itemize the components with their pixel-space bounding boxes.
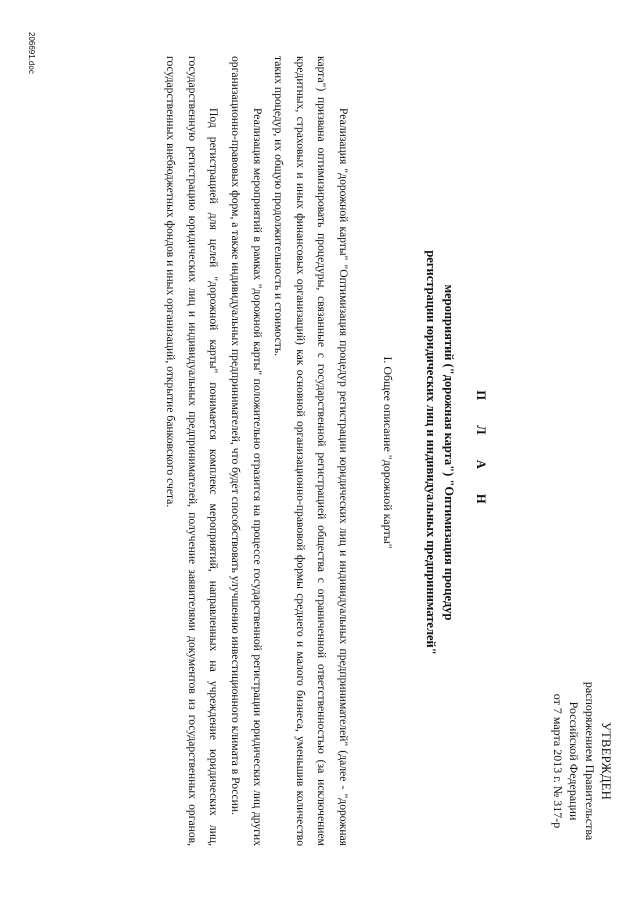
- body-text: [160, 56, 354, 846]
- heading-line-2: регистрации юридических лиц и индивидуальных предпринимателей": [424, 250, 438, 655]
- paragraph: Под регистрацией для целей "дорожной карты" понимается комплекс мероприятий, направленных на учреждение юридических лиц, государственную регистрацию юридических лиц и индивидуальных предпринимателей, получение заявителями документов из государственных органов, государственных внебюджетных фондов и иных организаций, открытие банковского счета.: [164, 56, 221, 846]
- document-heading: [422, 0, 490, 905]
- section-title: I. Общее описание "дорожной карты": [381, 356, 395, 549]
- paragraph: Реализация "дорожной карты" "Оптимизация процедур регистрации юридических лиц и индивидуальных предпринимателей" (далее - "дорожная карта") призвана оптимизировать процедуры, связанные с государственной регистрацией общества с ограниченной ответственностью (за исключением кредитных, страховых и иных финансовых организаций) как основной организационно-правовой формы среднего и малого бизнеса, уменьшив количество таких процедур, их общую продолжительность и стоимость.: [272, 56, 350, 846]
- heading-line-1: мероприятий ("дорожная карта") "Оптимизация процедур: [442, 284, 456, 621]
- approval-line-3: от 7 марта 2013 г. № 317-р: [551, 693, 565, 829]
- paragraph: Реализация мероприятий в рамках "дорожной карты" положительно отразится на процессе государственной регистрации юридических лиц других организационно-правовых форм, а также индивидуальных предпринимателей, что будет способствовать улучшению инвестиционного климата в России.: [229, 56, 264, 846]
- approval-line-2: Российской Федерации: [567, 701, 581, 821]
- approval-title: УТВЕРЖДЕН: [599, 721, 613, 801]
- footer-filename: 206691.doc: [27, 32, 36, 74]
- approval-line-1: распоряжением Правительства: [583, 681, 597, 841]
- plan-word: П Л А Н: [474, 390, 488, 515]
- approval-stamp: [550, 636, 614, 886]
